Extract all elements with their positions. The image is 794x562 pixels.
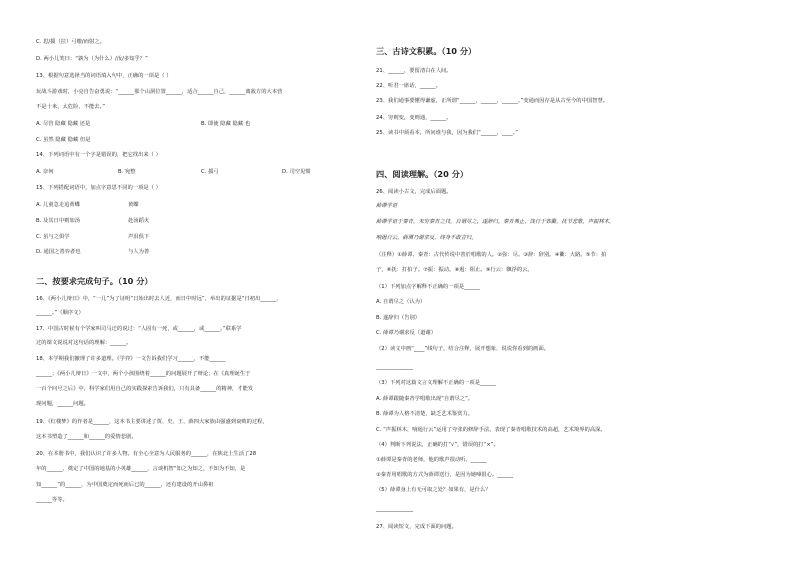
question-line: ______________	[376, 506, 414, 512]
option-q13: B. 即使 隐藏 隐藏 也	[201, 121, 251, 127]
question-line: （3）下列对这篇文言文理解不正确的一项是______	[376, 380, 496, 386]
option-q14: D. 司空见惯	[282, 169, 311, 175]
question-line: （2）读文中画“____”线句子，结合注释，展开想象，说说你看到的画面。	[376, 346, 550, 352]
option-q15-pair: 赴汤蹈火	[128, 218, 150, 224]
question-line: 22、听君一席话，______。	[376, 83, 442, 89]
option-q13: A. 尽管 隐藏 隐藏 还是	[36, 121, 91, 127]
question-line: B. 薛谭为人格不清楚，缺乏艺术鉴赏力。	[376, 411, 474, 417]
question-line: 现问题，______问题。	[36, 401, 89, 407]
question-line: （5）薛谭身上有无可取之处？如果有，是什么？	[376, 487, 491, 493]
question-line: 20、在本册书中，我们认识了许多人物。有全心全意为人民服务的______，在陕北上生活了28	[36, 451, 257, 457]
question-line: （4）判断下列说法，正确的打“√”，错误的打“×”。	[376, 442, 499, 448]
question-line: 26、阅读小古文，完成后面题。	[376, 189, 452, 195]
question-line: 13、根据句意选择当的词语填入句中，正确的一项是（ ）	[36, 73, 172, 79]
question-line: 不是十米，太危险，不能去。”	[36, 104, 105, 110]
option-q15: A. 儿童急走追黄蝶	[36, 202, 80, 208]
question-line: 子，⑥抚：打拍子。⑦振：振动。⑧遏：阻止。⑨行云：飘浮的云。	[376, 267, 533, 273]
section-title: 二、按要求完成句子。（10 分）	[36, 276, 153, 286]
question-line: ______________	[376, 364, 414, 370]
question-line: D. 两小儿笑曰：“孰为（为什么）/汝/多知乎？”	[36, 56, 148, 62]
question-line: B. 遂辞归（告别）	[376, 315, 421, 321]
question-line: 一百个问号之后》中，科学家们用自己的实践探索告诉我们，只有具备______的精神，才能发	[36, 386, 254, 392]
question-line: 过的课文说说对这句话的理解：______。	[36, 340, 132, 346]
question-line: 玩战斗游戏时，小亮自告奋勇说：“______那个山洞位置______，适合______自己，______离敌方的大本营	[36, 89, 283, 95]
question-line: A. 薛谭跟随秦青学唱歌出现“自谓尽之”。	[376, 396, 474, 402]
option-q15: B. 及其日中则如汤	[36, 218, 81, 224]
passage-title: 薛谭学讴	[376, 203, 398, 209]
question-line: 25、读书中须看本，所问谁与我，因为我们“______，____。”	[376, 130, 519, 136]
question-line: 年的______，奠定了中国的地基的小英雄______，言谈机智“知之为知之，不知为不知，是	[36, 466, 246, 472]
question-line: ①薛谭是秦青的老师，他的歌声很动听。______	[376, 457, 487, 463]
section-title: 四、阅读理解。（20 分）	[376, 169, 469, 179]
question-line: ______。”（顺序文）	[36, 310, 84, 316]
question-line: 14、下列词语中有一个字是错误的，把它找出来（ ）	[36, 152, 161, 158]
question-line: 15、下列搭配词语中，加点字意思不同的一项是（ ）	[36, 185, 161, 191]
question-line: 24、穷则变，变则通，______。	[376, 115, 452, 121]
question-line: 19、《红楼梦》的作者是______，这本书主要讲述了贾、史、王、薛四大家族由强盛到衰败的过程，	[36, 419, 268, 425]
passage-line: 薛谭学讴于秦青，未穷秦青之技，自谓尽之，遂辞归。秦青弗止，饯行于郊衢，抚节悲歌，声振林木，	[376, 219, 615, 225]
option-q15-pair: 黄蝶	[128, 202, 139, 208]
section-title: 三、古诗文积累。（10 分）	[376, 46, 477, 56]
question-line: （注释）①薛谭、秦青：古代传说中善於唱歌的人。②弥：尽。③辞：辞别。④衢：大路。⑤节：拍	[376, 252, 607, 258]
option-q15: C. 虽与之俱学	[36, 234, 70, 240]
question-line: 18、本学期我们撤理了许多道理。《学弈》一文告诉我们学习______，不能______	[36, 356, 226, 362]
option-q13: C. 虽然 隐藏 隐藏 但是	[36, 137, 91, 143]
question-line: 27、阅读短文，完成下面的问题。	[376, 524, 457, 530]
passage-line: 响遏行云。薛谭乃谢求反，终身不敢言归。	[376, 235, 477, 241]
question-line: C. “声振林木，响遏行云”运用了夸张的修辞手法，表现了秦青唱歌技术的高超，艺术境界的高深。	[376, 427, 606, 433]
question-line: （1）下列加点字解释不正确的一项是______	[376, 284, 481, 290]
question-line: A. 自谓尽之（认为）	[376, 299, 426, 305]
option-q15-pair: 与人为善	[128, 249, 150, 255]
question-line: 23、我们通事要懂得谦虚，正所谓“______，______，______。”变通而因存是从古至今的中国智慧。	[376, 98, 609, 104]
question-line: ______；《两小儿辩日》一文中，两个小孩围绕着______的问题展开了辩论；在《真理诞生于	[36, 371, 251, 377]
option-q15-pair: 声泪俱下	[128, 234, 150, 240]
option-q14: A. 奈何	[36, 169, 54, 175]
question-line: C. 薛谭乃谢求反（道谢）	[376, 330, 437, 336]
question-line: C. 思/援（拉）弓缴/而射之。	[36, 39, 105, 45]
question-line: ②秦青用唱歌的方式为薛谭送行，是因为她嗓很心。______	[376, 472, 514, 478]
question-line: 21、______，要留清白在人间。	[376, 68, 452, 74]
question-line: 16、《两小儿辩日》中，“一儿”为了证明“日始出时去人近，而日中时远”，举出的证据是“日初出______，	[36, 296, 282, 302]
question-line: 这本书塑造了______和______的爱情悲剧。	[36, 434, 137, 440]
option-q14: B. 宛整	[118, 169, 136, 175]
option-q15: D. 通国之善弈者也	[36, 249, 81, 255]
question-line: 知______”的______，为中国奠定而死而后已的______，还有建设的开山鼻祖	[36, 482, 214, 488]
option-q14: C. 援弓	[201, 169, 219, 175]
question-line: 17、中国古时候有个学家叫司马迁的说过：“人固有一死，或______，或______。”联系学	[36, 326, 242, 332]
question-line: ______等等。	[36, 497, 68, 503]
